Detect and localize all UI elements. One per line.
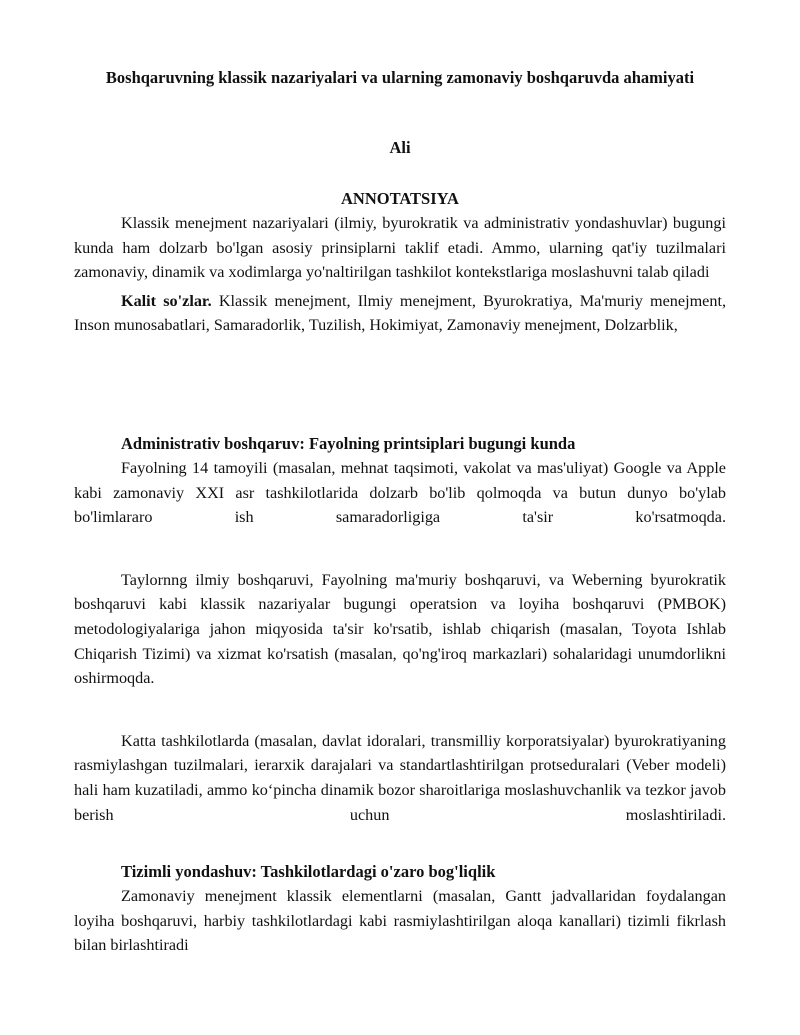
document-title: Boshqaruvning klassik nazariyalari va ularning zamonaviy boshqaruvda ahamiyati bbox=[105, 68, 695, 87]
section-administrative bbox=[74, 432, 726, 827]
paragraph: Zamonaviy menejment klassik elementlarni (masalan, Gantt jadvallaridan foydalangan loyiha boshqaruvi, harbiy tashkilotlardagi kabi rasmiylashtirilgan aloqa kanallari) tizimli fikrlash bilan birlashtiradi bbox=[74, 887, 726, 955]
paragraph: Katta tashkilotlarda (masalan, davlat idoralari, transmilliy korporatsiyalar) byurokratiyaning rasmiylashgan tuzilmalari, ierarxik darajalari va standartlashtirilgan protseduralari (Veber modeli) hali ham kuzatiladi, ammo ko‘pincha dinamik bozor sharoitlariga moslashuvchanlik va tezkor javob berish uchun moslashtiriladi. bbox=[74, 731, 726, 824]
annotation-section bbox=[74, 211, 726, 338]
author-name: Ali bbox=[389, 138, 411, 157]
keywords-text: Klassik menejment, Ilmiy menejment, Byurokratiya, Ma'muriy menejment, Inson munosabatlari, Samaradorlik, Tuzilish, Hokimiyat, Zamonaviy menejment, Dolzarblik, bbox=[74, 291, 726, 335]
paragraph: Fayolning 14 tamoyili (masalan, mehnat taqsimoti, vakolat va mas'uliyat) Google va Apple kabi zamonaviy XXI asr tashkilotlarida dolzarb bo'lib qolmoqda va butun dunyo bo'ylab bo'limlararo ish samaradorligiga ta'sir ko'rsatmoqda. bbox=[74, 459, 726, 527]
section-heading: Tizimli yondashuv: Tashkilotlardagi o'zaro bog'liqlik bbox=[121, 862, 496, 881]
keywords-paragraph bbox=[74, 289, 726, 338]
annotation-text: Klassik menejment nazariyalari (ilmiy, byurokratik va administrativ yondashuvlar) bugungi kunda ham dolzarb bo'lgan asosiy prinsiplarni taklif etadi. Ammo, ularning qat'iy tuzilmalari zamonaviy, dinamik va xodimlarga yo'naltirilgan tashkilot kontekstlariga moslashuvni talab qiladi bbox=[74, 214, 726, 282]
annotation-heading: ANNOTATSIYA bbox=[341, 189, 459, 208]
keywords-label: Kalit so'zlar. bbox=[121, 291, 212, 310]
paragraph: Taylornng ilmiy boshqaruvi, Fayolning ma'muriy boshqaruvi, va Weberning byurokratik boshqaruvi kabi klassik nazariyalar bugungi operatsion va loyiha boshqaruvi (PMBOK) metodologiyalariga jahon miqyosida ta'sir ko'rsatib, ishlab chiqarish (masalan, Toyota Ishlab Chiqarish Tizimi) va xizmat ko'rsatish (masalan, qo'ng'iroq markazlari) sohalaridagi unumdorlikni oshirmoqda. bbox=[74, 570, 726, 688]
section-systems bbox=[74, 860, 726, 958]
section-heading: Administrativ boshqaruv: Fayolning printsiplari bugungi kunda bbox=[121, 434, 576, 453]
